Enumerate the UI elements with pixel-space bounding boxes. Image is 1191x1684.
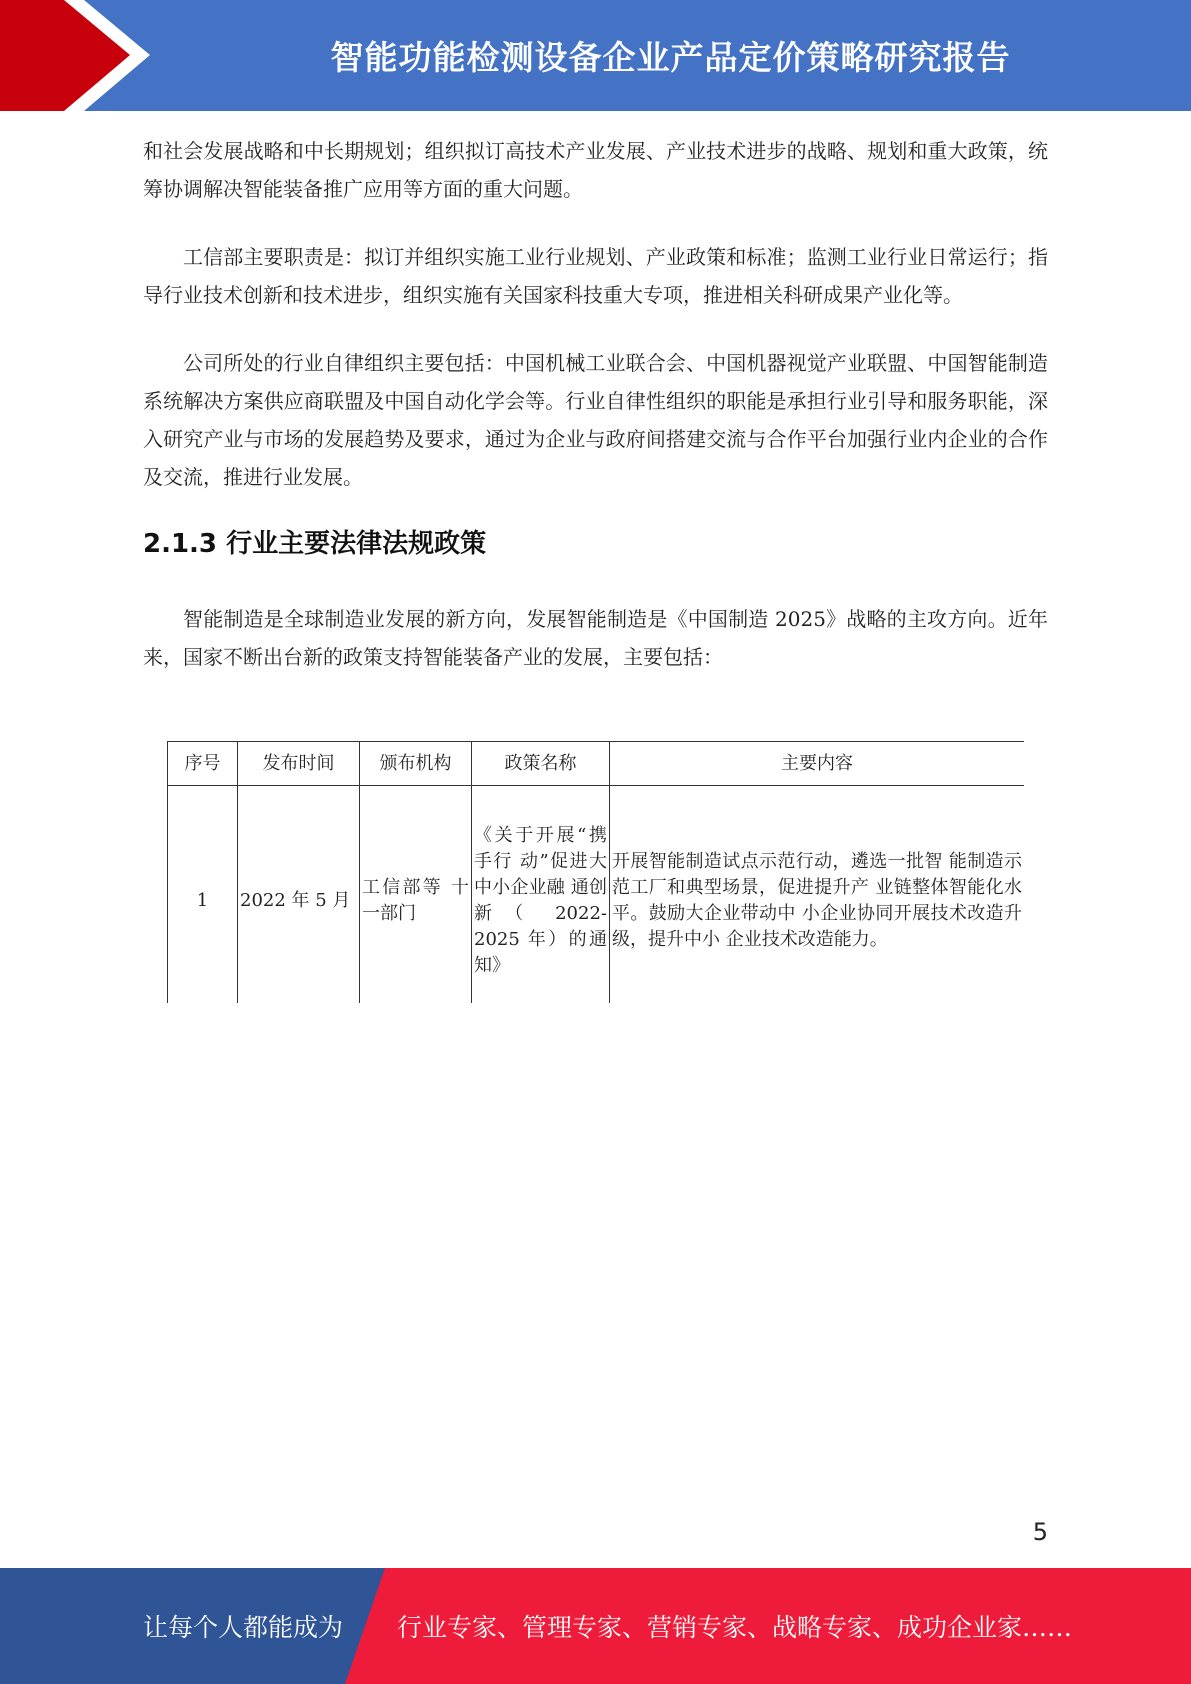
header-date: 发布时间 [238,742,360,786]
header-policy: 政策名称 [472,742,610,786]
policy-table-container [167,741,1024,1003]
paragraph-2: 工信部主要职责是：拟订并组织实施工业行业规划、产业政策和标准；监测工业行业日常运行；指导行业技术创新和技术进步，组织实施有关国家科技重大专项，推进相关科研成果产业化等。 [143,245,1048,307]
report-title: 智能功能检测设备企业产品定价策略研究报告 [330,38,1011,77]
paragraph-4: 智能制造是全球制造业发展的新方向，发展智能制造是《中国制造 2025》战略的主攻方向。近年来，国家不断出台新的政策支持智能装备产业的发展，主要包括： [143,607,1048,669]
header-num: 序号 [168,742,238,786]
section-heading: 2.1.3 行业主要法律法规政策 [143,529,487,559]
page-footer [0,1568,1191,1684]
table-header-row [168,742,1025,786]
cell-date: 2022 年 5 月 [238,786,360,1004]
footer-slogan-left: 让每个人都能成为 [143,1613,344,1642]
page-header [0,0,1191,111]
header-content: 主要内容 [610,742,1025,786]
policy-table [167,741,1024,1003]
footer-slogan-right: 行业专家、管理专家、营销专家、战略专家、成功企业家…… [397,1613,1073,1642]
cell-policy: 《关于开展“携手行 动”促进大 中小企业融 通创新（ 2022-2025 年）的通 知》 [472,786,610,1004]
document-body [143,132,1048,704]
page-number: 5 [1032,1518,1048,1546]
cell-agency: 工信部等 十一部门 [360,786,472,1004]
paragraph-1: 和社会发展战略和中长期规划；组织拟订高技术产业发展、产业技术进步的战略、规划和重大政策，统筹协调解决智能装备推广应用等方面的重大问题。 [143,139,1048,201]
cell-content: 开展智能制造试点示范行动，遴选一批智 能制造示范工厂和典型场景，促进提升产 业链整体智能化水平。鼓励大企业带动中 小企业协同开展技术改造升级，提升中小 企业技术改造能力。 [610,786,1025,1004]
table-row [168,786,1025,1004]
cell-num: 1 [168,786,238,1004]
paragraph-3: 公司所处的行业自律组织主要包括：中国机械工业联合会、中国机器视觉产业联盟、中国智能制造系统解决方案供应商联盟及中国自动化学会等。行业自律性组织的职能是承担行业引导和服务职能，深入研究产业与市场的发展趋势及要求，通过为企业与政府间搭建交流与合作平台加强行业内企业的合作及交流，推进行业发展。 [143,351,1048,489]
header-agency: 颁布机构 [360,742,472,786]
